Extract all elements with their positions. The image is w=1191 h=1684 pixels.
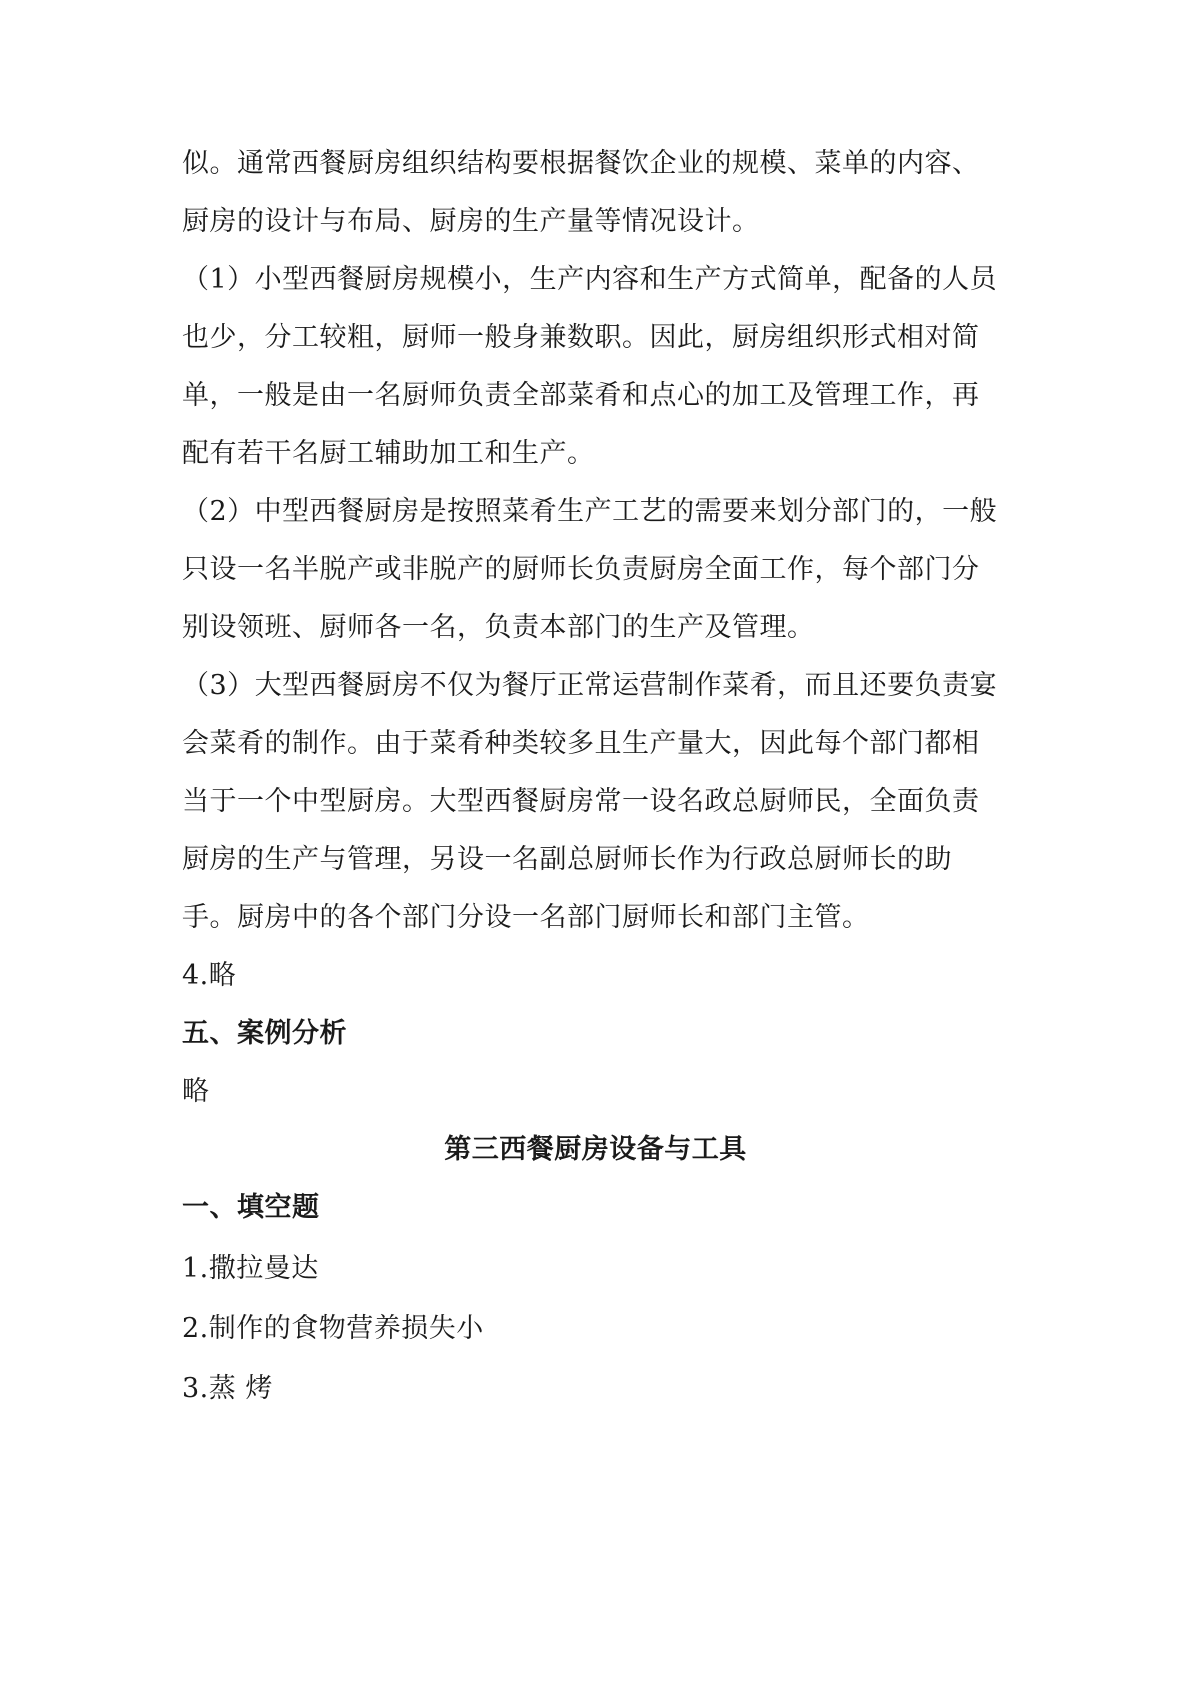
small-kitchen-line-4: 配有若干名厨工辅助加工和生产。: [182, 438, 595, 469]
intro-line-1: 似。通常西餐厨房组织结构要根据餐饮企业的规模、菜单的内容、: [182, 148, 980, 179]
intro-line-2: 厨房的设计与布局、厨房的生产量等情况设计。: [182, 206, 760, 237]
answer-3: 3.蒸 烤: [182, 1373, 273, 1404]
large-kitchen-line-5: 手。厨房中的各个部门分设一名部门厨师长和部门主管。: [182, 902, 870, 933]
section-five-heading: 五、案例分析: [182, 1018, 347, 1049]
large-kitchen-line-4: 厨房的生产与管理，另设一名副总厨师长作为行政总厨师长的助: [182, 844, 952, 875]
section-five-body: 略: [182, 1076, 210, 1107]
large-kitchen-line-1: （3）大型西餐厨房不仅为餐厅正常运营制作菜肴，而且还要负责宴: [182, 670, 998, 701]
small-kitchen-line-1: （1）小型西餐厨房规模小，生产内容和生产方式简单，配备的人员: [182, 264, 998, 295]
medium-kitchen-line-3: 别设领班、厨师各一名，负责本部门的生产及管理。: [182, 612, 815, 643]
chapter-title: 第三西餐厨房设备与工具: [444, 1134, 747, 1165]
answer-2: 2.制作的食物营养损失小: [182, 1313, 484, 1344]
small-kitchen-line-3: 单，一般是由一名厨师负责全部菜肴和点心的加工及管理工作，再: [182, 380, 980, 411]
section-one-heading: 一、填空题: [182, 1192, 320, 1223]
item-4: 4.略: [182, 960, 237, 991]
large-kitchen-line-3: 当于一个中型厨房。大型西餐厨房常一设名政总厨师民，全面负责: [182, 786, 980, 817]
large-kitchen-line-2: 会菜肴的制作。由于菜肴种类较多且生产量大，因此每个部门都相: [182, 728, 980, 759]
answer-1: 1.撒拉曼达: [182, 1253, 319, 1284]
medium-kitchen-line-2: 只设一名半脱产或非脱产的厨师长负责厨房全面工作，每个部门分: [182, 554, 980, 585]
small-kitchen-line-2: 也少，分工较粗，厨师一般身兼数职。因此，厨房组织形式相对简: [182, 322, 980, 353]
medium-kitchen-line-1: （2）中型西餐厨房是按照菜肴生产工艺的需要来划分部门的，一般: [182, 496, 998, 527]
